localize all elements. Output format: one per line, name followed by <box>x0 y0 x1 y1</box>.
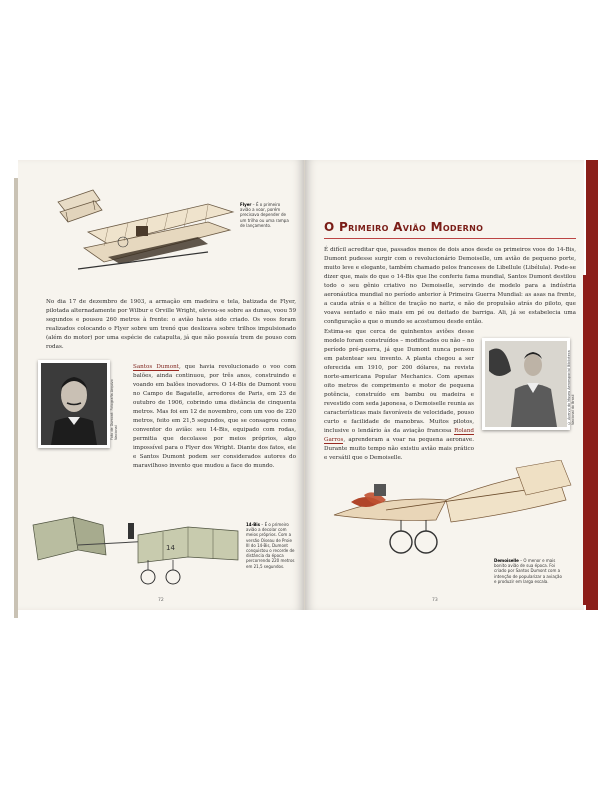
14-bis-illustration <box>28 505 248 595</box>
right-paragraph-2-text-a: Estima-se que cerca de quinhentos aviões desse modelo foram construídos – modificados ou não – no período pré-guerra, já que Dumont nunca pensou em patentear seu invento. A planta chegou a ser oferecida em 1910, por 200 dólares, na revista norte-americana Popular Mechanics. Com apenas oito metros de comprimento e motor de pequena potência, construído em bambu ou madeira e revestido com seda japonesa, o Demoiselle reunia as características mais favoráveis de velocidade, pouso curto e facilidade de manobras. Muitos pilotos, inclusive o lendário às da aviação francesa <box>324 329 474 434</box>
title-underline <box>324 238 576 239</box>
santos-dumont-portrait <box>38 360 110 448</box>
demoiselle-caption <box>494 558 564 584</box>
roland-garros-link[interactable]: Roland Garros <box>324 428 474 443</box>
demoiselle-caption-text: – O menor e mais bonito avião de sua época. Foi criado por Santos Dumont com a intenção de popularizar a aviação e produzir em larga escala. <box>494 558 562 584</box>
14-bis-caption <box>246 522 296 569</box>
santos-dumont-link[interactable]: Santos Dumont <box>133 364 179 370</box>
wright-flyer-illustration <box>48 182 238 277</box>
demoiselle-illustration <box>326 460 576 570</box>
maroon-accent-bar <box>583 275 590 605</box>
left-paragraph-1: No dia 17 de dezembro de 1903, a armação em madeira e tela, batizada de Flyer, pilotada alternadamente por Wilbur e Orville Wright, elevou-se sobre as dunas, voou 59 segundos e pousou 260 metros à frente: o avião havia sido criado. Os voos foram realizados colocando o Flyer sobre um trenó que deslizava sobre trilhos impulsionado (além do motor) por uma espécie de catapulta, já que não possuía trem de pouso com rodas. <box>46 299 296 350</box>
left-page <box>18 160 305 610</box>
portrait-credit: Foto de Dumont: Fotografia Arquivo Nacional <box>110 379 118 440</box>
right-page-number: 73 <box>432 598 438 603</box>
right-paragraph-2 <box>324 328 474 463</box>
right-paragraph-1: É difícil acreditar que, passados menos de dois anos desde os primeiros voos do 14-Bis, Dumont pudesse surgir com o revolucionário Demoiselle, um avião de pequeno porte, muito leve e elegante, também chamado pelos franceses de Libellule (Libélula). Pode-se dizer que, mais do que o 14-Bis que lhe conferiu fama mundial, Santos Dumont destilou todo o seu gênio criativo no Demoiselle, servindo de modelo para a indústria aeronáutica mundial no período anterior à Primeira Guerra Mundial: as asas na frente, a cauda atrás e a hélice de tração no nariz, e não de propulsão atrás do piloto, que voava sentado e não mais em pé ou deitado de barriga. Ali, já se estabelecia uma configuração a que o mundo se acostumou desde então. <box>324 247 576 325</box>
aviator-photo <box>482 338 570 430</box>
aviator-figure <box>485 341 567 427</box>
chapter-title: O Primeiro Avião Moderno <box>324 220 484 234</box>
demoiselle-caption-title: Demoiselle <box>494 558 519 563</box>
left-paragraph-2-text: , que havia revolucionado o voo com balões, ainda continuou, por três anos, construindo e voando em balões inovadores. O 14-Bis de Dumont voou no Campo de Bagatelle, arredores de Paris, em 23 de outubro de 1906, cobrindo uma distância de cinquenta metros. Mas foi em 12 de novembro, com um voo de 220 metros, feito em 21,5 segundos, que se consagrou como conventor do avião: seu 14-Bis, equipado com rodas, permitia que decolasse por meios próprios, algo impossível para o Flyer dos Wright. Diante dos fatos, ele e Santos Dumont podem ser considerados autores do maravilhoso invento que mudou a face do mundo. <box>133 364 296 469</box>
flyer-caption <box>240 202 290 228</box>
14-bis-caption-title: 14-Bis <box>246 522 261 527</box>
flyer-caption-title: Flyer <box>240 202 252 207</box>
svg-text:14: 14 <box>166 544 175 552</box>
14-bis-caption-text: – É o primeiro avião a decolar com meios próprios. Com a versão Oiseau de Proie III do 14-Bis, Dumont conquistou o recorde de distância da época percorrendo 220 metros em 21,5 segundos. <box>246 522 295 569</box>
photo-credit: © Acervo do Museu Aeroespacial Biblioteca Nacional do Brasil <box>567 350 575 425</box>
left-paragraph-2 <box>133 363 296 471</box>
open-book-spread <box>14 160 586 625</box>
left-page-number: 72 <box>158 598 164 603</box>
flyer-caption-text: – É o primeiro avião a voar, porém precisava depender de um trilho ou uma rampa de lançamento. <box>240 202 289 228</box>
portrait-figure <box>41 363 107 445</box>
right-paragraph-2-text-b: , aprenderam a voar na pequena aeronave. Durante muito tempo não existiu avião mais prático e versátil que o Demoiselle. <box>324 437 474 461</box>
